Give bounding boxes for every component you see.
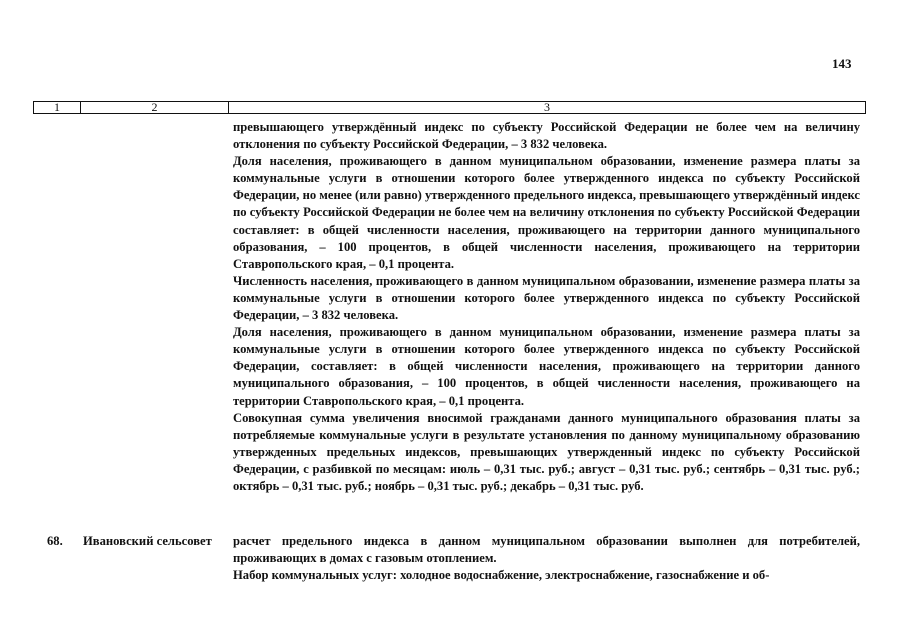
continuation-paragraph: Доля населения, проживающего в данном муниципальном образовании, изменение размера платы за коммунальные услуги в отношении которого более утвержденного индекса по субъекту Российской Федерации, составляет: в общей численности населения, проживающего на территории данного муниципального образования, – 100 процентов, в общей численности населения, проживающего на территории Ставропольского края, – 0,1 процента. (233, 325, 860, 408)
table-header-col-1: 1 (34, 102, 81, 113)
continuation-paragraph: Совокупная сумма увеличения вносимой гражданами данного муниципального образования платы за потребляемые коммунальные услуги в результате установления по данному муниципальному образованию утвержденных предельных индексов, превышающих утвержденный индекс по субъекту Российской Федерации, с разбивкой по месяцам: июль – 0,31 тыс. руб.; август – 0,31 тыс. руб.; сентябрь – 0,31 тыс. руб.; октябрь – 0,31 тыс. руб.; ноябрь – 0,31 тыс. руб.; декабрь – 0,31 тыс. руб. (233, 410, 860, 493)
table-header-col-3: 3 (544, 100, 550, 114)
municipality-name: Ивановский сельсовет (83, 534, 212, 548)
continuation-paragraph: Численность населения, проживающего в данном муниципальном образовании, изменение размера платы за коммунальные услуги в отношении которого более утвержденного индекса по субъекту Российской Федерации, – 3 832 человека. (233, 273, 860, 323)
continuation-text-block (233, 119, 860, 495)
row-paragraph: Набор коммунальных услуг: холодное водоснабжение, электроснабжение, газоснабжение и об- (233, 568, 770, 583)
page-number: 143 (832, 56, 852, 71)
table-header-row (33, 101, 866, 114)
row-paragraph: расчет предельного индекса в данном муниципальном образовании выполнен для потребителей, проживающих в домах с газовым отоплением. (233, 534, 860, 566)
row-number: 68. (47, 534, 63, 548)
table-header-col-2: 2 (81, 102, 229, 113)
continuation-paragraph: Доля населения, проживающего в данном муниципальном образовании, изменение размера платы за коммунальные услуги в отношении которого более утвержденного индекса по субъекту Российской Федерации, но менее (или равно) утвержденного предельного индекса, превышающего утверждённый индекс по субъекту Российской Федерации не более чем на величину отклонения по субъекту Российской Федерации составляет: в общей численности населения, проживающего на территории данного муниципального образования, – 100 процентов, в общей численности населения, проживающего на территории Ставропольского края, – 0,1 процента. (233, 154, 860, 271)
continuation-paragraph: превышающего утверждённый индекс по субъекту Российской Федерации не более чем на величину отклонения по субъекту Российской Федерации, – 3 832 человека. (233, 120, 860, 152)
row-description (233, 533, 860, 584)
